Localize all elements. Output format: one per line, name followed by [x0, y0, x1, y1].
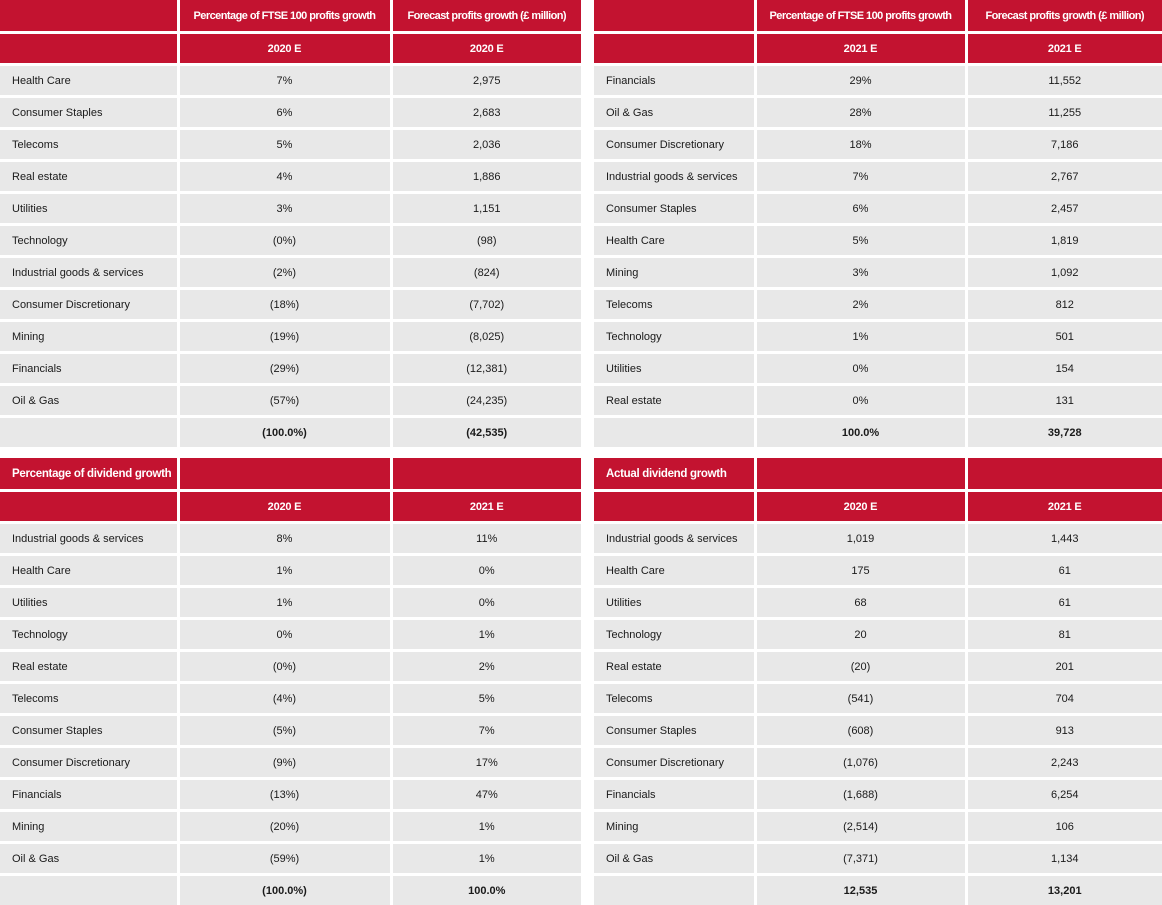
year-header-spacer — [594, 33, 755, 65]
sector-label: Health Care — [0, 555, 178, 587]
sector-label: Oil & Gas — [594, 843, 755, 875]
table-row — [594, 321, 1162, 353]
year-header: 2021 E — [966, 491, 1162, 523]
sector-label: Oil & Gas — [0, 843, 178, 875]
table-row — [594, 523, 1162, 555]
cell-value: 501 — [966, 321, 1162, 353]
year-header-spacer — [594, 491, 755, 523]
cell-value: 7% — [178, 65, 391, 97]
sector-label: Utilities — [0, 193, 178, 225]
table-actual-dividend-growth — [594, 458, 1162, 905]
header-row — [0, 0, 581, 33]
column-header — [178, 458, 391, 491]
cell-value: (29%) — [178, 353, 391, 385]
sector-label: Health Care — [0, 65, 178, 97]
cell-value: 11,255 — [966, 97, 1162, 129]
cell-value: (98) — [391, 225, 581, 257]
cell-value: 17% — [391, 747, 581, 779]
table-row — [594, 843, 1162, 875]
table-row — [594, 683, 1162, 715]
cell-value: 201 — [966, 651, 1162, 683]
total-label — [0, 417, 178, 448]
cell-value: 1,819 — [966, 225, 1162, 257]
cell-value: 1% — [755, 321, 966, 353]
cell-value: (2%) — [178, 257, 391, 289]
table-row — [0, 129, 581, 161]
cell-value: 3% — [178, 193, 391, 225]
sector-label: Financials — [0, 779, 178, 811]
total-row — [0, 875, 581, 905]
table-row — [594, 353, 1162, 385]
table-row — [594, 651, 1162, 683]
cell-value: 68 — [755, 587, 966, 619]
cell-value: 2,457 — [966, 193, 1162, 225]
table-row — [594, 193, 1162, 225]
cell-value: 5% — [755, 225, 966, 257]
cell-value: 7,186 — [966, 129, 1162, 161]
cell-value: 11,552 — [966, 65, 1162, 97]
table-row — [594, 587, 1162, 619]
sector-label: Consumer Discretionary — [0, 289, 178, 321]
total-value: (100.0%) — [178, 417, 391, 448]
cell-value: 7% — [391, 715, 581, 747]
table-row — [0, 779, 581, 811]
year-header-spacer — [0, 33, 178, 65]
total-value: (100.0%) — [178, 875, 391, 905]
cell-value: 1,151 — [391, 193, 581, 225]
total-value: 100.0% — [391, 875, 581, 905]
sector-label: Utilities — [0, 587, 178, 619]
cell-value: 3% — [755, 257, 966, 289]
total-label — [0, 875, 178, 905]
cell-value: (59%) — [178, 843, 391, 875]
sector-label: Health Care — [594, 555, 755, 587]
cell-value: 0% — [178, 619, 391, 651]
table-row — [0, 97, 581, 129]
cell-value: (9%) — [178, 747, 391, 779]
table-row — [594, 65, 1162, 97]
cell-value: 913 — [966, 715, 1162, 747]
header-row — [0, 458, 581, 491]
cell-value: 0% — [755, 353, 966, 385]
sector-label: Consumer Staples — [0, 715, 178, 747]
cell-value: (20%) — [178, 811, 391, 843]
cell-value: 81 — [966, 619, 1162, 651]
total-value: 13,201 — [966, 875, 1162, 905]
cell-value: 1% — [391, 811, 581, 843]
cell-value: 1,092 — [966, 257, 1162, 289]
year-header-row — [0, 33, 581, 65]
sector-label: Mining — [594, 257, 755, 289]
cell-value: 1,019 — [755, 523, 966, 555]
table-row — [594, 257, 1162, 289]
sector-label: Mining — [594, 811, 755, 843]
cell-value: (541) — [755, 683, 966, 715]
cell-value: 2,243 — [966, 747, 1162, 779]
sector-label: Telecoms — [594, 289, 755, 321]
sector-label: Real estate — [0, 651, 178, 683]
sector-label: Telecoms — [0, 683, 178, 715]
sector-label: Oil & Gas — [0, 385, 178, 417]
cell-value: (824) — [391, 257, 581, 289]
table-row — [0, 65, 581, 97]
sector-label: Consumer Discretionary — [0, 747, 178, 779]
cell-value: (8,025) — [391, 321, 581, 353]
cell-value: 1,886 — [391, 161, 581, 193]
year-header-row — [594, 491, 1162, 523]
table-row — [594, 289, 1162, 321]
cell-value: 29% — [755, 65, 966, 97]
table-title: Percentage of dividend growth — [0, 458, 178, 491]
cell-value: 61 — [966, 587, 1162, 619]
sector-label: Industrial goods & services — [594, 523, 755, 555]
year-header: 2020 E — [391, 33, 581, 65]
cell-value: 11% — [391, 523, 581, 555]
sector-label: Consumer Staples — [594, 715, 755, 747]
table-title — [594, 0, 755, 33]
table-row — [0, 747, 581, 779]
cell-value: 61 — [966, 555, 1162, 587]
sector-label: Consumer Staples — [594, 193, 755, 225]
table-title: Actual dividend growth — [594, 458, 755, 491]
cell-value: (0%) — [178, 225, 391, 257]
cell-value: 1% — [178, 555, 391, 587]
cell-value: (24,235) — [391, 385, 581, 417]
total-row — [594, 417, 1162, 448]
sector-label: Technology — [594, 321, 755, 353]
table-row — [0, 523, 581, 555]
cell-value: (7,371) — [755, 843, 966, 875]
sector-label: Real estate — [0, 161, 178, 193]
year-header: 2020 E — [178, 491, 391, 523]
cell-value: 2,767 — [966, 161, 1162, 193]
table-row — [0, 321, 581, 353]
table-row — [594, 715, 1162, 747]
cell-value: (13%) — [178, 779, 391, 811]
sector-label: Telecoms — [594, 683, 755, 715]
sector-label: Consumer Discretionary — [594, 129, 755, 161]
year-header: 2021 E — [966, 33, 1162, 65]
cell-value: 2% — [391, 651, 581, 683]
year-header: 2020 E — [755, 491, 966, 523]
column-header: Percentage of FTSE 100 profits growth — [178, 0, 391, 33]
table-row — [0, 619, 581, 651]
cell-value: 5% — [391, 683, 581, 715]
cell-value: (1,688) — [755, 779, 966, 811]
cell-value: (18%) — [178, 289, 391, 321]
cell-value: 4% — [178, 161, 391, 193]
cell-value: 0% — [391, 555, 581, 587]
table-row — [594, 811, 1162, 843]
cell-value: 1% — [391, 619, 581, 651]
total-value: 12,535 — [755, 875, 966, 905]
cell-value: 5% — [178, 129, 391, 161]
cell-value: 2,036 — [391, 129, 581, 161]
table-row — [0, 683, 581, 715]
cell-value: 704 — [966, 683, 1162, 715]
total-value: (42,535) — [391, 417, 581, 448]
cell-value: (12,381) — [391, 353, 581, 385]
cell-value: (7,702) — [391, 289, 581, 321]
year-header-row — [594, 33, 1162, 65]
column-header — [755, 458, 966, 491]
cell-value: (608) — [755, 715, 966, 747]
cell-value: 2% — [755, 289, 966, 321]
table-row — [594, 97, 1162, 129]
total-value: 39,728 — [966, 417, 1162, 448]
table-title — [0, 0, 178, 33]
cell-value: 7% — [755, 161, 966, 193]
sector-label: Technology — [0, 619, 178, 651]
cell-value: (57%) — [178, 385, 391, 417]
sector-label: Technology — [0, 225, 178, 257]
sector-label: Real estate — [594, 651, 755, 683]
cell-value: (0%) — [178, 651, 391, 683]
table-profits-growth-2021 — [594, 0, 1162, 447]
cell-value: 6,254 — [966, 779, 1162, 811]
sector-label: Telecoms — [0, 129, 178, 161]
cell-value: (19%) — [178, 321, 391, 353]
cell-value: 2,975 — [391, 65, 581, 97]
table-profits-growth-2020 — [0, 0, 581, 447]
table-row — [594, 129, 1162, 161]
table-row — [0, 225, 581, 257]
column-header — [966, 458, 1162, 491]
table-row — [594, 385, 1162, 417]
table-percentage-dividend-growth — [0, 458, 581, 905]
sector-label: Mining — [0, 811, 178, 843]
sector-label: Technology — [594, 619, 755, 651]
cell-value: 2,683 — [391, 97, 581, 129]
cell-value: 0% — [391, 587, 581, 619]
cell-value: 1,134 — [966, 843, 1162, 875]
cell-value: 154 — [966, 353, 1162, 385]
sector-label: Oil & Gas — [594, 97, 755, 129]
sector-label: Utilities — [594, 353, 755, 385]
total-label — [594, 875, 755, 905]
sector-label: Financials — [0, 353, 178, 385]
column-header: Forecast profits growth (£ million) — [391, 0, 581, 33]
sector-label: Financials — [594, 779, 755, 811]
year-header: 2020 E — [178, 33, 391, 65]
year-header-row — [0, 491, 581, 523]
cell-value: (5%) — [178, 715, 391, 747]
table-row — [594, 225, 1162, 257]
sector-label: Industrial goods & services — [0, 523, 178, 555]
table-row — [0, 193, 581, 225]
sector-label: Industrial goods & services — [594, 161, 755, 193]
total-label — [594, 417, 755, 448]
table-row — [594, 747, 1162, 779]
table-row — [0, 651, 581, 683]
sector-label: Real estate — [594, 385, 755, 417]
cell-value: 0% — [755, 385, 966, 417]
sector-label: Financials — [594, 65, 755, 97]
cell-value: 18% — [755, 129, 966, 161]
cell-value: 8% — [178, 523, 391, 555]
cell-value: 1% — [178, 587, 391, 619]
sector-label: Health Care — [594, 225, 755, 257]
table-row — [594, 619, 1162, 651]
cell-value: (4%) — [178, 683, 391, 715]
table-row — [0, 385, 581, 417]
table-row — [0, 555, 581, 587]
cell-value: 20 — [755, 619, 966, 651]
cell-value: (20) — [755, 651, 966, 683]
sector-label: Consumer Discretionary — [594, 747, 755, 779]
cell-value: 47% — [391, 779, 581, 811]
sector-label: Consumer Staples — [0, 97, 178, 129]
table-row — [0, 715, 581, 747]
cell-value: 1,443 — [966, 523, 1162, 555]
table-row — [594, 555, 1162, 587]
total-value: 100.0% — [755, 417, 966, 448]
year-header: 2021 E — [755, 33, 966, 65]
table-row — [0, 843, 581, 875]
table-row — [0, 811, 581, 843]
header-row — [594, 0, 1162, 33]
cell-value: 106 — [966, 811, 1162, 843]
sector-label: Industrial goods & services — [0, 257, 178, 289]
sector-label: Mining — [0, 321, 178, 353]
table-row — [0, 257, 581, 289]
cell-value: (1,076) — [755, 747, 966, 779]
cell-value: 28% — [755, 97, 966, 129]
cell-value: 6% — [178, 97, 391, 129]
table-row — [594, 161, 1162, 193]
cell-value: 812 — [966, 289, 1162, 321]
header-row — [594, 458, 1162, 491]
cell-value: 1% — [391, 843, 581, 875]
year-header: 2021 E — [391, 491, 581, 523]
cell-value: 175 — [755, 555, 966, 587]
column-header: Percentage of FTSE 100 profits growth — [755, 0, 966, 33]
column-header: Forecast profits growth (£ million) — [966, 0, 1162, 33]
table-row — [0, 353, 581, 385]
total-row — [0, 417, 581, 448]
sector-label: Utilities — [594, 587, 755, 619]
table-row — [0, 161, 581, 193]
total-row — [594, 875, 1162, 905]
column-header — [391, 458, 581, 491]
cell-value: 6% — [755, 193, 966, 225]
table-row — [0, 289, 581, 321]
table-row — [594, 779, 1162, 811]
cell-value: 131 — [966, 385, 1162, 417]
year-header-spacer — [0, 491, 178, 523]
cell-value: (2,514) — [755, 811, 966, 843]
table-row — [0, 587, 581, 619]
